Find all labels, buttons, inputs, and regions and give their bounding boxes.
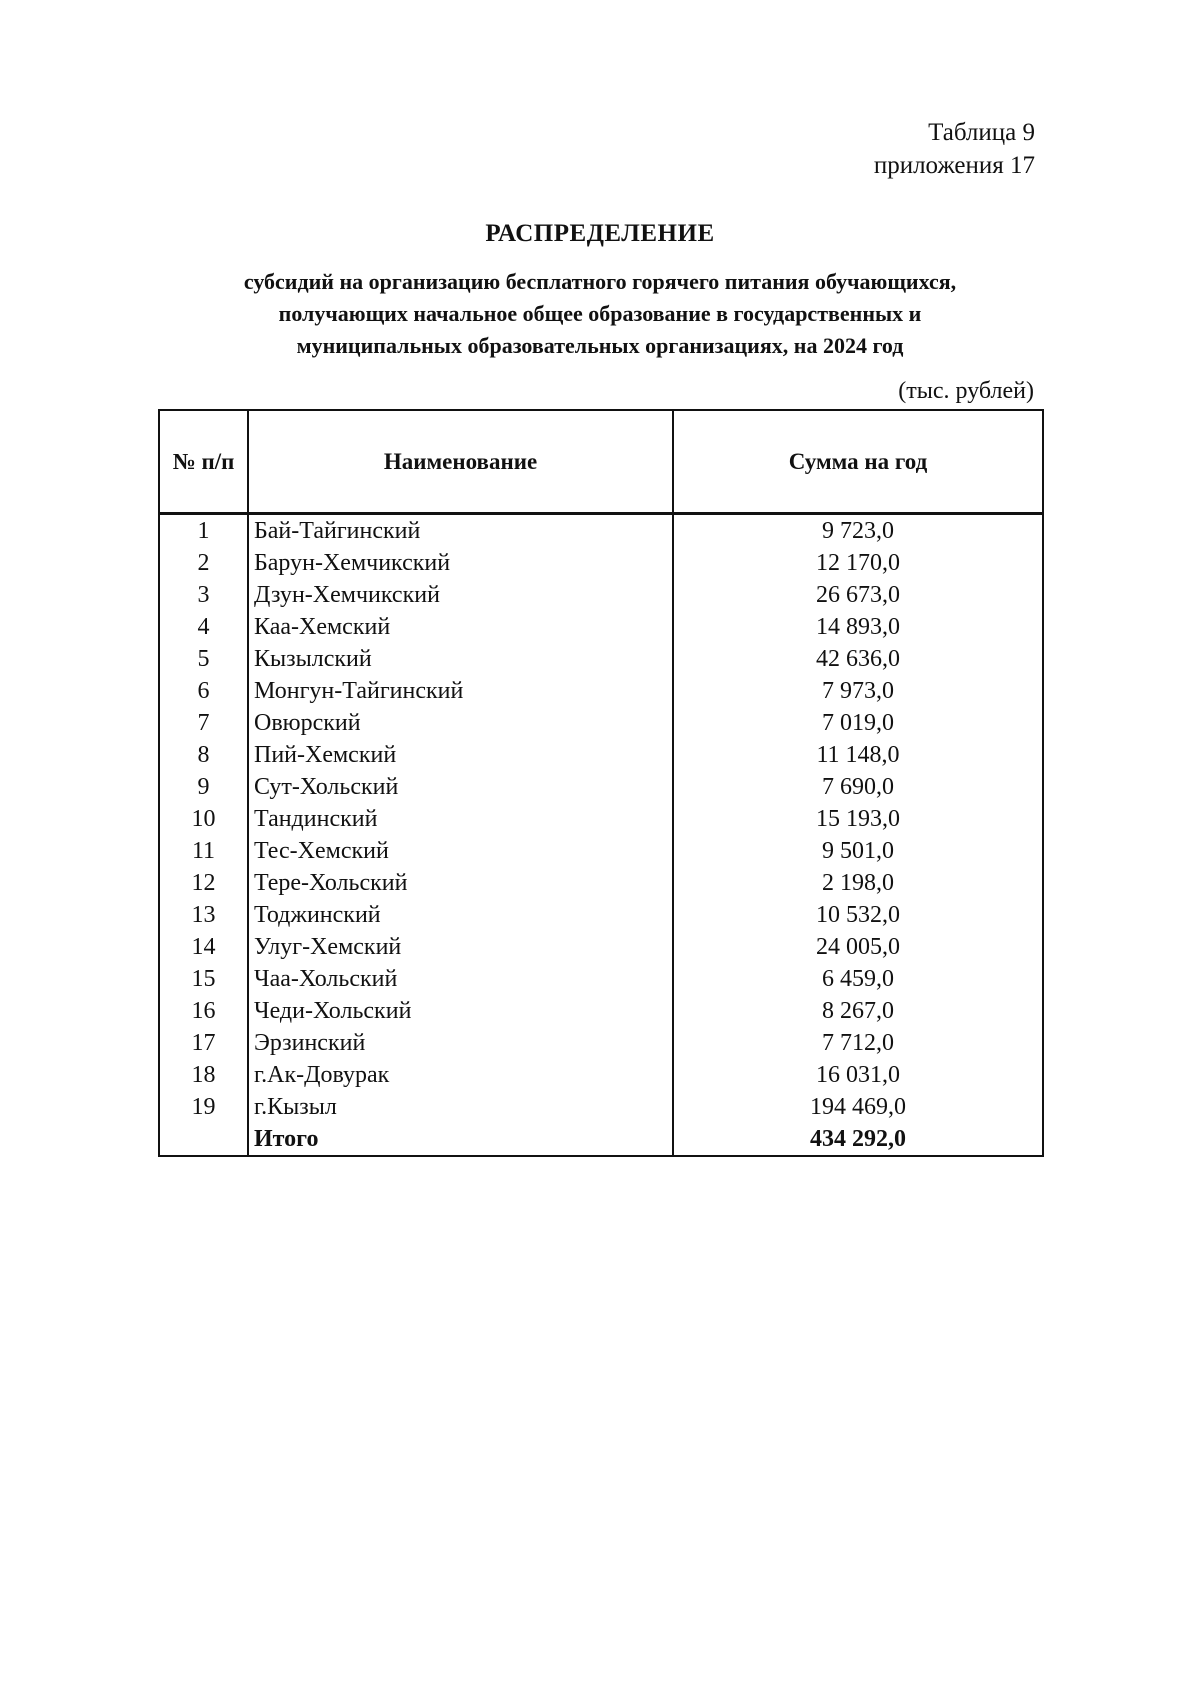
table-row — [159, 867, 1043, 899]
table-row — [159, 1091, 1043, 1123]
total-number-cell — [159, 1123, 248, 1156]
row-number: 11 — [159, 835, 248, 867]
row-number: 3 — [159, 579, 248, 611]
row-sum: 2 198,0 — [673, 867, 1043, 899]
table-row — [159, 675, 1043, 707]
row-sum: 14 893,0 — [673, 611, 1043, 643]
row-number: 15 — [159, 963, 248, 995]
row-sum: 9 723,0 — [673, 514, 1043, 548]
row-number: 10 — [159, 803, 248, 835]
row-number: 13 — [159, 899, 248, 931]
row-number: 2 — [159, 547, 248, 579]
row-name: Сут-Хольский — [248, 771, 673, 803]
row-sum: 9 501,0 — [673, 835, 1043, 867]
row-name: Каа-Хемский — [248, 611, 673, 643]
table-row — [159, 963, 1043, 995]
row-name: Пий-Хемский — [248, 739, 673, 771]
row-sum: 42 636,0 — [673, 643, 1043, 675]
table-row — [159, 579, 1043, 611]
row-number: 19 — [159, 1091, 248, 1123]
row-number: 5 — [159, 643, 248, 675]
row-name: Тес-Хемский — [248, 835, 673, 867]
subtitle-line: субсидий на организацию бесплатного горячего питания обучающихся, — [243, 269, 957, 294]
table-row — [159, 643, 1043, 675]
row-sum: 7 690,0 — [673, 771, 1043, 803]
table-row — [159, 931, 1043, 963]
row-name: Тоджинский — [248, 899, 673, 931]
row-name: Эрзинский — [248, 1027, 673, 1059]
column-header-sum: Сумма на год — [673, 410, 1043, 514]
table-number: Таблица 9 — [928, 119, 1035, 146]
row-sum: 16 031,0 — [673, 1059, 1043, 1091]
table-row — [159, 739, 1043, 771]
row-name: Тандинский — [248, 803, 673, 835]
row-sum: 12 170,0 — [673, 547, 1043, 579]
row-name: г.Кызыл — [248, 1091, 673, 1123]
row-sum: 24 005,0 — [673, 931, 1043, 963]
row-number: 16 — [159, 995, 248, 1027]
table-row — [159, 514, 1043, 548]
table-row — [159, 771, 1043, 803]
row-number: 1 — [159, 514, 248, 548]
row-name: Монгун-Тайгинский — [248, 675, 673, 707]
table-row — [159, 803, 1043, 835]
row-sum: 11 148,0 — [673, 739, 1043, 771]
total-sum: 434 292,0 — [673, 1123, 1043, 1156]
row-sum: 15 193,0 — [673, 803, 1043, 835]
row-number: 6 — [159, 675, 248, 707]
table-row — [159, 611, 1043, 643]
row-sum: 7 712,0 — [673, 1027, 1043, 1059]
row-name: Улуг-Хемский — [248, 931, 673, 963]
row-number: 8 — [159, 739, 248, 771]
subtitle-line: получающих начальное общее образование в государственных и — [278, 301, 922, 326]
table-row — [159, 1027, 1043, 1059]
row-name: г.Ак-Довурак — [248, 1059, 673, 1091]
row-sum: 7 019,0 — [673, 707, 1043, 739]
row-sum: 7 973,0 — [673, 675, 1043, 707]
column-header-number: № п/п — [159, 410, 248, 514]
table-row — [159, 899, 1043, 931]
table-row — [159, 707, 1043, 739]
row-number: 7 — [159, 707, 248, 739]
units-note: (тыс. рублей) — [898, 378, 1034, 404]
row-number: 14 — [159, 931, 248, 963]
row-number: 17 — [159, 1027, 248, 1059]
row-sum: 6 459,0 — [673, 963, 1043, 995]
row-sum: 26 673,0 — [673, 579, 1043, 611]
table-row — [159, 547, 1043, 579]
table-row — [159, 1059, 1043, 1091]
document-subtitle — [160, 266, 1040, 362]
total-row — [159, 1123, 1043, 1156]
row-name: Барун-Хемчикский — [248, 547, 673, 579]
document-title: РАСПРЕДЕЛЕНИЕ — [485, 220, 715, 247]
row-name: Чаа-Хольский — [248, 963, 673, 995]
row-sum: 8 267,0 — [673, 995, 1043, 1027]
row-name: Дзун-Хемчикский — [248, 579, 673, 611]
row-number: 12 — [159, 867, 248, 899]
row-name: Чеди-Хольский — [248, 995, 673, 1027]
row-name: Бай-Тайгинский — [248, 514, 673, 548]
table-row — [159, 995, 1043, 1027]
row-name: Тере-Хольский — [248, 867, 673, 899]
subtitle-line: муниципальных образовательных организациях, на 2024 год — [296, 333, 904, 358]
row-sum: 10 532,0 — [673, 899, 1043, 931]
column-header-name: Наименование — [248, 410, 673, 514]
table-header-row — [159, 410, 1043, 514]
row-number: 9 — [159, 771, 248, 803]
row-name: Кызылский — [248, 643, 673, 675]
row-number: 4 — [159, 611, 248, 643]
row-sum: 194 469,0 — [673, 1091, 1043, 1123]
row-name: Овюрский — [248, 707, 673, 739]
table-row — [159, 835, 1043, 867]
total-label: Итого — [248, 1123, 673, 1156]
distribution-table — [158, 409, 1044, 1157]
appendix-reference: приложения 17 — [873, 152, 1035, 179]
row-number: 18 — [159, 1059, 248, 1091]
